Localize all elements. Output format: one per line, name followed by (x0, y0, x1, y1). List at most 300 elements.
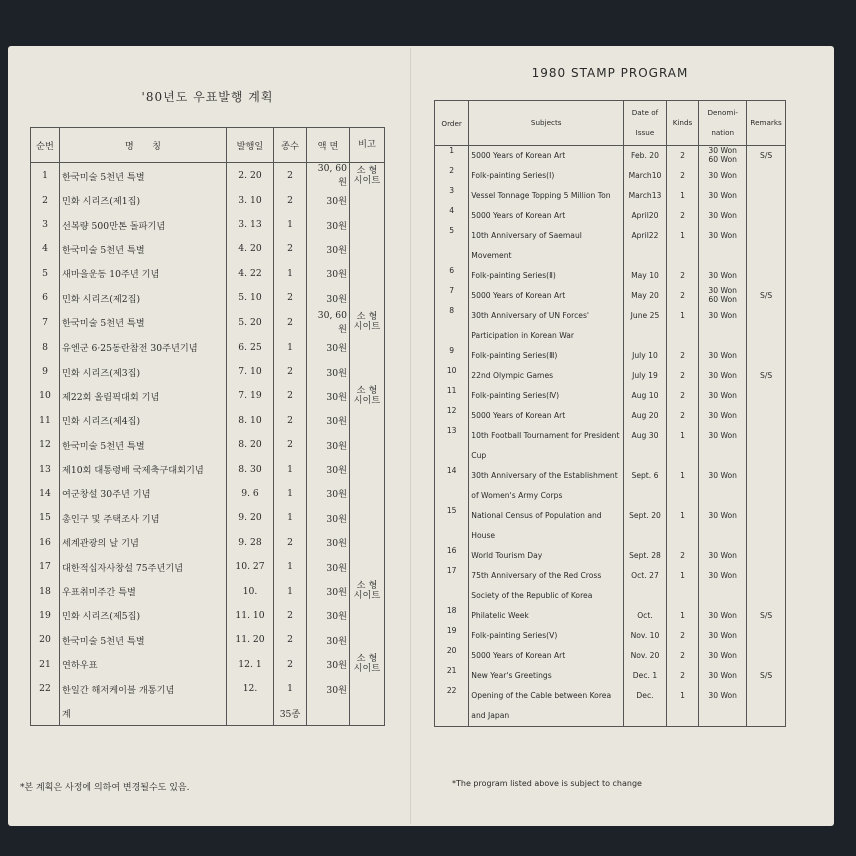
row-date: Nov. 10 (624, 626, 667, 646)
row-kinds: 2 (666, 266, 698, 286)
table-row (435, 426, 786, 466)
row-name: 한일간 해저케이블 개통기념 (60, 676, 227, 700)
table-row (435, 566, 786, 606)
row-kinds: 2 (274, 530, 307, 554)
row-kinds: 2 (666, 146, 698, 167)
table-row (31, 261, 385, 285)
row-subject: Folk-painting Series(Ⅴ) (469, 626, 624, 646)
row-kinds: 2 (274, 433, 307, 457)
row-number: 4 (31, 237, 60, 261)
row-order: 9 (435, 346, 469, 366)
row-face-value: 30원 (307, 335, 350, 359)
row-face-value: 30, 60원 (307, 163, 350, 189)
row-face-value: 30원 (307, 579, 350, 603)
row-denomination: 30 Won (699, 346, 747, 366)
row-name: 제22회 올림픽대회 기념 (60, 384, 227, 408)
table-row (435, 226, 786, 266)
table-row (31, 163, 385, 189)
row-subject: 5000 Years of Korean Art (469, 406, 624, 426)
row-order: 3 (435, 186, 469, 206)
row-remarks: S/S (747, 146, 786, 167)
row-kinds: 2 (274, 188, 307, 212)
table-row (435, 206, 786, 226)
row-remarks (747, 646, 786, 666)
row-kinds: 2 (666, 166, 698, 186)
row-kinds: 1 (274, 261, 307, 285)
row-denomination: 30 Won (699, 466, 747, 506)
row-note: 소 형 시이트 (350, 579, 385, 603)
row-name: 민화 시리즈(제4집) (60, 408, 227, 432)
table-row (31, 237, 385, 261)
table-row (435, 186, 786, 206)
row-subject: 5000 Years of Korean Art (469, 206, 624, 226)
row-subject: Vessel Tonnage Topping 5 Million Ton (469, 186, 624, 206)
row-name: 선복량 500만톤 돌파기념 (60, 212, 227, 236)
row-denomination: 30 Won (699, 206, 747, 226)
row-name: 우표취미주간 특별 (60, 579, 227, 603)
row-kinds: 2 (274, 286, 307, 310)
row-number: 12 (31, 433, 60, 457)
table-row (435, 166, 786, 186)
row-denomination: 30 Won (699, 266, 747, 286)
table-row (435, 686, 786, 727)
row-note (350, 433, 385, 457)
row-subject: 5000 Years of Korean Art (469, 146, 624, 167)
table-row (31, 212, 385, 236)
row-remarks (747, 266, 786, 286)
row-subject: 75th Anniversary of the Red Cross Society of the Republic of Korea (469, 566, 624, 606)
row-date: Sept. 28 (624, 546, 667, 566)
row-kinds: 1 (274, 554, 307, 578)
row-order: 4 (435, 206, 469, 226)
row-name: 민화 시리즈(제5집) (60, 603, 227, 627)
row-date: 11. 20 (227, 628, 274, 652)
row-subject: 10th Football Tournament for President Cup (469, 426, 624, 466)
row-note (350, 506, 385, 530)
row-date: Sept. 20 (624, 506, 667, 546)
english-panel (434, 60, 786, 727)
row-date: April22 (624, 226, 667, 266)
row-kinds: 1 (274, 506, 307, 530)
header-order: 순번 (31, 128, 60, 163)
row-remarks (747, 546, 786, 566)
row-order: 7 (435, 286, 469, 306)
row-remarks (747, 386, 786, 406)
row-name: 한국미술 5천년 특별 (60, 237, 227, 261)
row-order: 13 (435, 426, 469, 466)
english-schedule-table (434, 100, 786, 727)
row-remarks: S/S (747, 286, 786, 306)
row-date: 9. 20 (227, 506, 274, 530)
row-date: 11. 10 (227, 603, 274, 627)
row-kinds: 2 (666, 666, 698, 686)
row-denomination: 30 Won (699, 186, 747, 206)
row-denomination: 30 Won (699, 626, 747, 646)
row-name: 새마을운동 10주년 기념 (60, 261, 227, 285)
table-row (435, 546, 786, 566)
table-row (31, 408, 385, 432)
row-face-value: 30원 (307, 554, 350, 578)
row-order: 19 (435, 626, 469, 646)
row-note (350, 676, 385, 700)
table-row (31, 481, 385, 505)
row-order: 11 (435, 386, 469, 406)
row-kinds: 1 (666, 466, 698, 506)
row-number: 10 (31, 384, 60, 408)
row-kinds: 1 (666, 606, 698, 626)
table-row (435, 646, 786, 666)
row-number: 15 (31, 506, 60, 530)
row-order: 15 (435, 506, 469, 546)
header-face: 액 면 (307, 128, 350, 163)
row-face-value: 30원 (307, 408, 350, 432)
row-date: 8. 20 (227, 433, 274, 457)
row-number: 6 (31, 286, 60, 310)
row-name: 한국미술 5천년 특별 (60, 433, 227, 457)
row-kinds: 1 (274, 676, 307, 700)
row-date: 4. 20 (227, 237, 274, 261)
header-kinds: Kinds (666, 101, 698, 146)
row-face-value: 30원 (307, 530, 350, 554)
row-note (350, 286, 385, 310)
row-remarks: S/S (747, 606, 786, 626)
table-row (31, 603, 385, 627)
header-remarks: Remarks (747, 101, 786, 146)
table-row (435, 666, 786, 686)
row-subject: 30th Anniversary of UN Forces' Participation in Korean War (469, 306, 624, 346)
row-note (350, 237, 385, 261)
row-date: April20 (624, 206, 667, 226)
row-order: 5 (435, 226, 469, 266)
row-subject: National Census of Population and House (469, 506, 624, 546)
row-kinds: 2 (274, 603, 307, 627)
row-order: 21 (435, 666, 469, 686)
row-date: Aug 30 (624, 426, 667, 466)
row-date (227, 701, 274, 726)
row-date: July 19 (624, 366, 667, 386)
row-remarks (747, 426, 786, 466)
row-subject: Opening of the Cable between Korea and Japan (469, 686, 624, 727)
row-date: Sept. 6 (624, 466, 667, 506)
row-remarks (747, 346, 786, 366)
table-row (435, 466, 786, 506)
table-row (435, 306, 786, 346)
row-name: 총인구 및 주택조사 기념 (60, 506, 227, 530)
row-subject: 5000 Years of Korean Art (469, 646, 624, 666)
center-fold (410, 48, 412, 824)
table-row (435, 386, 786, 406)
row-denomination: 30 Won (699, 426, 747, 466)
row-number: 18 (31, 579, 60, 603)
row-order: 14 (435, 466, 469, 506)
row-date: 8. 10 (227, 408, 274, 432)
row-denomination: 30 Won (699, 566, 747, 606)
korean-panel (30, 80, 385, 726)
row-date: 10. (227, 579, 274, 603)
row-subject: 30th Anniversary of the Establishment of Women's Army Corps (469, 466, 624, 506)
korean-title: '80년도 우표발행 계획 (141, 90, 274, 104)
row-kinds: 2 (666, 206, 698, 226)
row-note: 소 형 시이트 (350, 652, 385, 676)
row-note (350, 481, 385, 505)
table-row (31, 676, 385, 700)
table-row (31, 701, 385, 726)
row-kinds: 2 (274, 310, 307, 335)
row-remarks (747, 306, 786, 346)
row-note (350, 359, 385, 383)
english-footnote: *The program listed above is subject to change (452, 779, 642, 788)
row-number: 2 (31, 188, 60, 212)
row-denomination: 30 Won (699, 406, 747, 426)
row-date: March13 (624, 186, 667, 206)
row-number: 8 (31, 335, 60, 359)
row-kinds: 2 (274, 384, 307, 408)
row-denomination: 30 Won 60 Won (699, 286, 747, 306)
row-order: 1 (435, 146, 469, 167)
table-row (31, 506, 385, 530)
row-name: 유엔군 6·25동란참전 30주년기념 (60, 335, 227, 359)
english-header-row (435, 101, 786, 146)
row-face-value: 30원 (307, 237, 350, 261)
header-date: Date of Issue (624, 101, 667, 146)
table-row (435, 146, 786, 167)
row-kinds: 2 (274, 628, 307, 652)
row-kinds: 1 (274, 481, 307, 505)
row-date: 7. 10 (227, 359, 274, 383)
row-face-value: 30원 (307, 506, 350, 530)
row-number: 20 (31, 628, 60, 652)
row-name: 민화 시리즈(제1집) (60, 188, 227, 212)
row-order: 18 (435, 606, 469, 626)
table-row (31, 652, 385, 676)
table-row (31, 579, 385, 603)
row-date: July 10 (624, 346, 667, 366)
row-remarks (747, 466, 786, 506)
row-kinds: 2 (666, 386, 698, 406)
row-denomination: 30 Won (699, 386, 747, 406)
korean-header-row (31, 128, 385, 163)
row-face-value: 30원 (307, 261, 350, 285)
table-row (31, 530, 385, 554)
header-order: Order (435, 101, 469, 146)
row-subject: 5000 Years of Korean Art (469, 286, 624, 306)
row-order: 6 (435, 266, 469, 286)
row-kinds: 1 (666, 686, 698, 727)
row-remarks (747, 686, 786, 727)
row-number: 11 (31, 408, 60, 432)
row-date: 9. 28 (227, 530, 274, 554)
row-name: 연하우표 (60, 652, 227, 676)
row-date: 3. 13 (227, 212, 274, 236)
row-subject: Folk-painting Series(Ⅲ) (469, 346, 624, 366)
row-kinds: 35종 (274, 701, 307, 726)
row-note (350, 701, 385, 726)
row-denomination: 30 Won (699, 506, 747, 546)
row-kinds: 1 (666, 306, 698, 346)
row-date: 5. 10 (227, 286, 274, 310)
row-date: 9. 6 (227, 481, 274, 505)
row-kinds: 2 (666, 546, 698, 566)
row-kinds: 2 (666, 626, 698, 646)
row-denomination: 30 Won (699, 606, 747, 626)
row-number (31, 701, 60, 726)
row-face-value: 30원 (307, 359, 350, 383)
table-row (31, 457, 385, 481)
table-row (435, 266, 786, 286)
row-remarks (747, 406, 786, 426)
row-note (350, 212, 385, 236)
row-face-value: 30원 (307, 457, 350, 481)
row-date: Nov. 20 (624, 646, 667, 666)
row-order: 16 (435, 546, 469, 566)
row-kinds: 1 (274, 579, 307, 603)
header-kinds: 종수 (274, 128, 307, 163)
row-date: 3. 10 (227, 188, 274, 212)
row-subject: 22nd Olympic Games (469, 366, 624, 386)
row-number: 16 (31, 530, 60, 554)
row-face-value: 30원 (307, 384, 350, 408)
row-remarks (747, 566, 786, 606)
row-kinds: 2 (666, 346, 698, 366)
row-kinds: 2 (666, 406, 698, 426)
korean-footnote: *본 계획은 사정에 의하여 변경될수도 있음. (20, 783, 190, 793)
row-date: 10. 27 (227, 554, 274, 578)
table-row (31, 188, 385, 212)
row-number: 14 (31, 481, 60, 505)
row-date: Aug 10 (624, 386, 667, 406)
table-row (31, 335, 385, 359)
row-kinds: 2 (274, 237, 307, 261)
row-face-value: 30원 (307, 433, 350, 457)
row-note: 소 형 시이트 (350, 310, 385, 335)
row-remarks (747, 226, 786, 266)
row-name: 여군창설 30주년 기념 (60, 481, 227, 505)
english-title: 1980 STAMP PROGRAM (531, 66, 689, 80)
row-number: 5 (31, 261, 60, 285)
korean-schedule-table (30, 127, 385, 726)
row-face-value: 30, 60원 (307, 310, 350, 335)
row-order: 17 (435, 566, 469, 606)
table-row (435, 286, 786, 306)
row-face-value: 30원 (307, 628, 350, 652)
row-date: May 10 (624, 266, 667, 286)
table-row (31, 433, 385, 457)
row-name: 민화 시리즈(제2집) (60, 286, 227, 310)
row-date: Dec. 1 (624, 666, 667, 686)
row-note (350, 530, 385, 554)
row-denomination: 30 Won (699, 366, 747, 386)
row-note (350, 188, 385, 212)
row-remarks (747, 186, 786, 206)
row-denomination: 30 Won 60 Won (699, 146, 747, 167)
row-denomination: 30 Won (699, 166, 747, 186)
table-row (31, 628, 385, 652)
row-date: 6. 25 (227, 335, 274, 359)
row-date: Feb. 20 (624, 146, 667, 167)
row-denomination: 30 Won (699, 666, 747, 686)
row-subject: Philatelic Week (469, 606, 624, 626)
row-face-value: 30원 (307, 481, 350, 505)
row-kinds: 2 (666, 286, 698, 306)
row-date: 2. 20 (227, 163, 274, 189)
row-kinds: 1 (666, 566, 698, 606)
row-remarks (747, 166, 786, 186)
row-subject: Folk-painting Series(Ⅰ) (469, 166, 624, 186)
row-number: 13 (31, 457, 60, 481)
row-number: 7 (31, 310, 60, 335)
row-face-value: 30원 (307, 652, 350, 676)
row-name: 한국미술 5천년 특별 (60, 163, 227, 189)
row-order: 10 (435, 366, 469, 386)
row-face-value: 30원 (307, 188, 350, 212)
row-date: Oct. (624, 606, 667, 626)
row-date: March10 (624, 166, 667, 186)
row-face-value: 30원 (307, 286, 350, 310)
row-kinds: 2 (666, 366, 698, 386)
table-row (435, 506, 786, 546)
row-kinds: 1 (274, 335, 307, 359)
row-name: 세계관광의 날 기념 (60, 530, 227, 554)
row-remarks (747, 506, 786, 546)
row-kinds: 2 (274, 359, 307, 383)
row-subject: Folk-painting Series(Ⅱ) (469, 266, 624, 286)
row-order: 12 (435, 406, 469, 426)
row-number: 1 (31, 163, 60, 189)
row-date: 12. (227, 676, 274, 700)
row-note (350, 335, 385, 359)
row-note (350, 628, 385, 652)
row-name: 제10회 대통령배 국제축구대회기념 (60, 457, 227, 481)
header-date: 발행일 (227, 128, 274, 163)
row-date: 12. 1 (227, 652, 274, 676)
row-name: 한국미술 5천년 특별 (60, 310, 227, 335)
row-kinds: 1 (666, 186, 698, 206)
table-row (435, 626, 786, 646)
row-order: 22 (435, 686, 469, 727)
row-face-value: 30원 (307, 603, 350, 627)
row-name: 대한적십자사창설 75주년기념 (60, 554, 227, 578)
row-date: 5. 20 (227, 310, 274, 335)
row-face-value: 30원 (307, 212, 350, 236)
row-subject: New Year's Greetings (469, 666, 624, 686)
row-note (350, 603, 385, 627)
row-date: Aug 20 (624, 406, 667, 426)
row-order: 20 (435, 646, 469, 666)
table-row (435, 406, 786, 426)
table-row (435, 366, 786, 386)
row-denomination: 30 Won (699, 646, 747, 666)
row-number: 19 (31, 603, 60, 627)
header-denomination: Denomi-nation (699, 101, 747, 146)
row-kinds: 2 (274, 652, 307, 676)
row-kinds: 1 (666, 426, 698, 466)
row-kinds: 2 (666, 646, 698, 666)
table-row (31, 310, 385, 335)
row-subject: 10th Anniversary of Saemaul Movement (469, 226, 624, 266)
row-number: 3 (31, 212, 60, 236)
row-face-value (307, 701, 350, 726)
table-row (31, 286, 385, 310)
row-denomination: 30 Won (699, 226, 747, 266)
row-note (350, 554, 385, 578)
table-row (31, 554, 385, 578)
row-remarks (747, 206, 786, 226)
row-denomination: 30 Won (699, 306, 747, 346)
row-subject: World Tourism Day (469, 546, 624, 566)
table-row (435, 346, 786, 366)
row-date: 4. 22 (227, 261, 274, 285)
row-remarks: S/S (747, 666, 786, 686)
